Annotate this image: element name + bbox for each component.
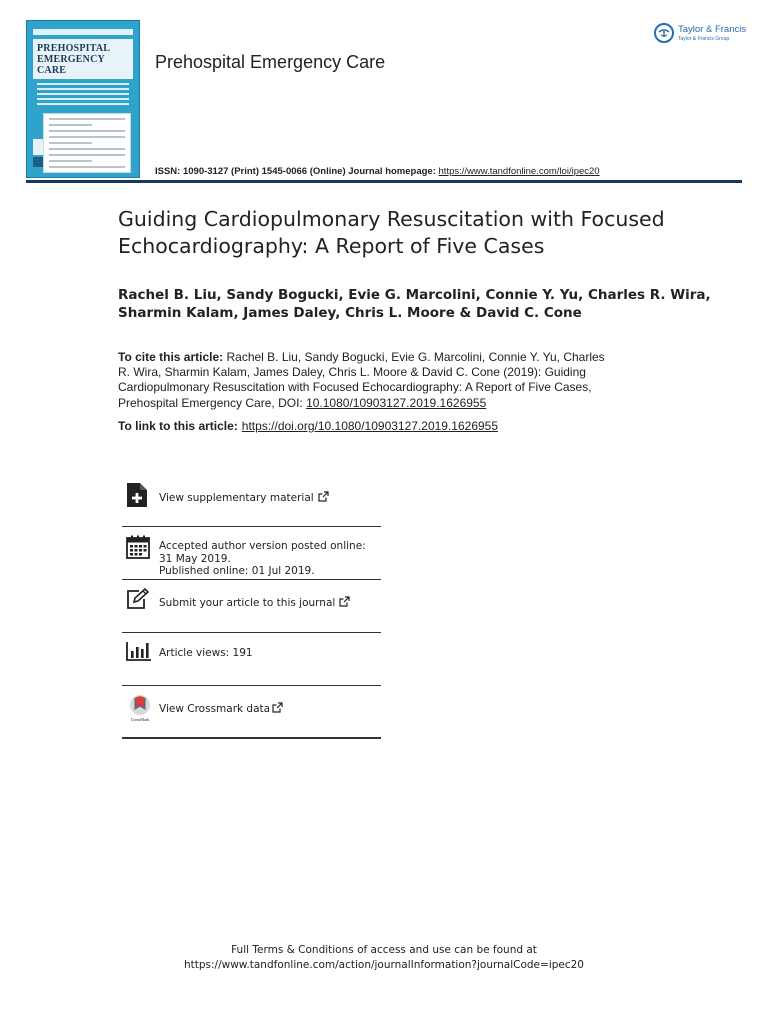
article-views-row: [122, 633, 381, 686]
crossmark-row[interactable]: [122, 686, 381, 739]
publisher-logo-icon: [654, 23, 674, 43]
publication-dates-row: [122, 527, 381, 580]
citation-doi-link[interactable]: 10.1080/10903127.2019.1626955: [306, 395, 487, 410]
cover-badge: [33, 139, 43, 155]
crossmark-badge-text: CrossMark: [130, 717, 150, 722]
submit-article-label: [159, 596, 350, 611]
article-doi-url[interactable]: https://doi.org/10.1080/10903127.2019.1626955: [241, 419, 499, 433]
article-actions-list: [122, 474, 381, 739]
external-link-icon: [272, 702, 283, 717]
cover-title-box: [33, 39, 133, 79]
terms-footer-line1: Full Terms & Conditions of access and use can be found at: [231, 944, 537, 956]
publication-dates-label: [159, 540, 379, 578]
submit-article-row[interactable]: [122, 580, 381, 633]
article-link-line: [118, 419, 618, 434]
external-link-icon: [318, 491, 329, 506]
article-title: Guiding Cardiopulmonary Resuscitation with Focused Echocardiography: A Report of Five Cases: [118, 207, 665, 258]
edit-pencil-icon: [126, 588, 150, 614]
supplementary-label: [159, 491, 329, 506]
supplementary-file-icon: [126, 482, 148, 512]
cover-badge-dark: [33, 157, 43, 167]
issn-text: ISSN: 1090-3127 (Print) 1545-0066 (Online) Journal homepage:: [155, 166, 439, 177]
cover-title-line2: EMERGENCY CARE: [37, 54, 105, 76]
cover-top-strip: [33, 29, 133, 35]
supplementary-text: View supplementary material: [159, 492, 314, 504]
issn-line: [155, 166, 600, 177]
citation-label: To cite this article:: [118, 350, 224, 364]
cover-title-line1: PREHOSPITAL: [37, 43, 111, 54]
terms-footer-url[interactable]: https://www.tandfonline.com/action/journalInformation?journalCode=ipec20: [183, 959, 584, 971]
calendar-icon: [126, 535, 150, 563]
external-link-icon: [339, 596, 350, 611]
cover-page-preview: [43, 113, 131, 173]
bar-chart-icon: [126, 641, 152, 665]
journal-title[interactable]: Prehospital Emergency Care: [155, 52, 386, 72]
article-views-text: Article views: 191: [159, 647, 253, 659]
publisher-logo[interactable]: [654, 22, 746, 46]
submit-article-text: Submit your article to this journal: [159, 597, 336, 609]
cover-stripes: [37, 83, 129, 111]
publisher-name: Taylor & Francis: [678, 24, 747, 35]
citation-text: Rachel B. Liu, Sandy Bogucki, Evie G. Marcolini, Connie Y. Yu, Charles R. Wira, Sharmin Kalam, James Daley, Chris L. Moore & David C. Cone (2019): Guiding Cardiopulmonary Resuscitation with Focused Echocardiography: A Report of Five Cases, Prehospital Emergency Care, DOI:: [118, 350, 605, 410]
accepted-date-text: Accepted author version posted online: 31 May 2019.: [159, 540, 366, 565]
article-link-label: To link to this article:: [118, 419, 238, 433]
journal-homepage-link[interactable]: https://www.tandfonline.com/loi/ipec20: [438, 166, 600, 177]
published-date-text: Published online: 01 Jul 2019.: [159, 565, 315, 577]
supplementary-material-row[interactable]: [122, 474, 381, 527]
article-authors: Rachel B. Liu, Sandy Bogucki, Evie G. Marcolini, Connie Y. Yu, Charles R. Wira, Sharmin Kalam, James Daley, Chris L. Moore & David C. Cone: [118, 287, 711, 321]
crossmark-text: View Crossmark data: [159, 703, 271, 715]
terms-footer: [0, 943, 768, 973]
crossmark-icon: [126, 694, 154, 726]
journal-cover-image: [26, 20, 140, 178]
publisher-group: Taylor & Francis Group: [678, 36, 730, 42]
citation-block: [118, 350, 618, 411]
crossmark-label: [159, 702, 283, 717]
header-divider: [26, 180, 742, 183]
